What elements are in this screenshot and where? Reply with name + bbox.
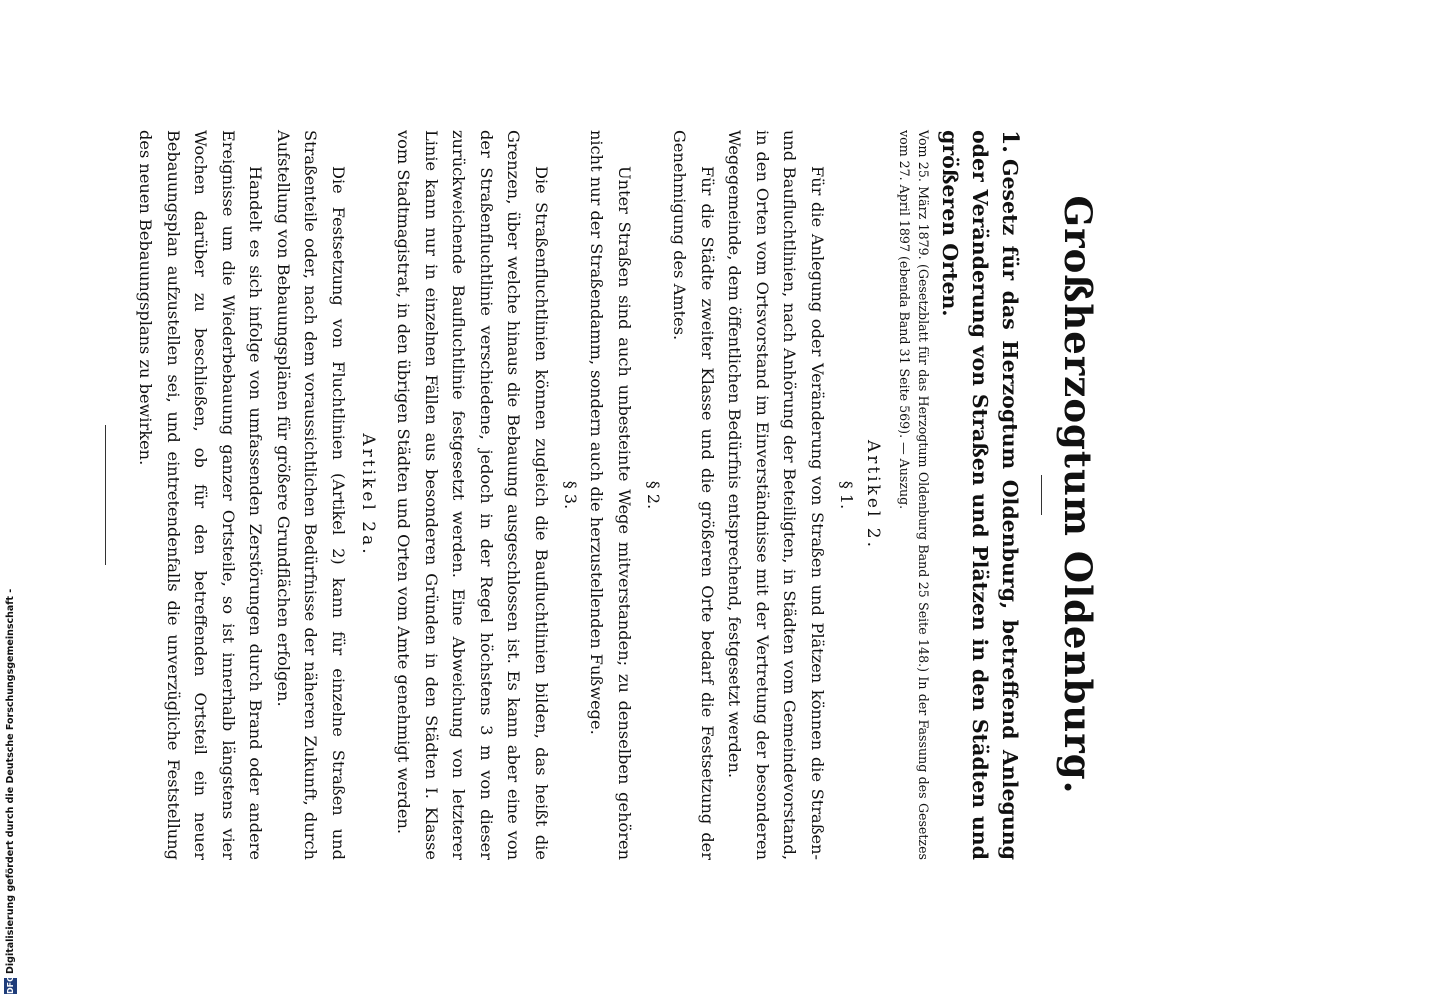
- bottom-divider: [105, 425, 106, 565]
- section-1-paragraph-1: Für die Anlegung oder Veränderung von Straßen und Plätzen können die Straßen- und Baufluchtlinien, nach Anhörung der Beteiligten, in Städten vom Gemeindevorstand, in den Orten vom Ortsvorstand im Einverständnisse mit der Vertretung der besonderen Wegegemeinde, dem öffentlichen Bedürfnis entsprechend, festgesetzt werden.: [725, 130, 827, 860]
- funding-footer: [2, 0, 18, 1000]
- law-meta: Vom 25. März 1879. (Gesetzblatt für das Herzogtum Oldenburg Band 25 Seite 148.) In der Fassung des Gesetzes vom 27. April 1897 (ebenda Band 31 Seite 569). — Auszug.: [897, 130, 931, 860]
- page-title: Großherzogtum Oldenburg.: [1056, 195, 1100, 795]
- section-3-paragraph-1: Die Straßenfluchtlinien können zugleich die Baufluchtlinien bilden, das heißt die Grenzen, über welche hinaus die Bebauung ausgeschlossen ist. Es kann aber eine von der Straßenfluchtlinie verschiedene, jedoch in der Regel höchstens 3 m von dieser zurückweichende Baufluchtlinie festgesetzt werden. Eine Abweichung von letzterer Linie kann nur in einzelnen Fällen aus besonderen Gründen in den Städten I. Klasse vom Stadtmagistrat, in den übrigen Städten und Orten vom Amte genehmigt werden.: [394, 130, 551, 860]
- title-divider: [1041, 475, 1042, 515]
- section-3-heading: § 3.: [561, 480, 580, 510]
- section-1-paragraph-2: Für die Städte zweiter Klasse und die größeren Orte bedarf die Festsetzung der Genehmigung des Amtes.: [670, 130, 717, 860]
- document-page: [136, 130, 1104, 860]
- article-2a-paragraph-1: Die Festsetzung von Fluchtlinien (Artikel 2) kann für einzelne Straßen und Straßenteile oder, nach dem voraussichtlichen Bedürfnisse der näheren Zukunft, durch Aufstellung von Bebauungsplänen für größere Grundflächen erfolgen.: [274, 130, 348, 860]
- dfg-logo: DFG: [5, 975, 15, 994]
- article-2a-paragraph-2: Handelt es sich infolge von umfassenden Zerstörungen durch Brand oder andere Ereignisse um die Wiederbebauung ganzer Ortsteile, so ist innerhalb längstens vier Wochen darüber zu beschließen, ob für den betreffenden Ortsteil ein neuer Bebauungsplan aufzustellen sei, und eintretendenfalls die unverzügliche Feststellung des neuen Bebauungsplans zu bewirken.: [136, 130, 266, 860]
- section-2-paragraph-1: Unter Straßen sind auch unbesteinte Wege mitverstanden; zu denselben gehören nicht nur der Straßendamm, sondern auch die herzustellenden Fußwege.: [587, 130, 634, 860]
- law-heading-text: Gesetz für das Herzogtum Oldenburg, betreffend Anlegung oder Veränderung von Straßen und Plätzen in den Städten und größeren Orten.: [938, 130, 1022, 860]
- article-2a-heading: Artikel 2a.: [358, 433, 378, 557]
- section-2-heading: § 2.: [644, 480, 663, 510]
- section-1-heading: § 1.: [837, 480, 856, 510]
- funding-note: Digitalisierung gefördert durch die Deutsche Forschungsgemeinschaft -: [4, 588, 16, 974]
- law-number: 1.: [997, 130, 1023, 153]
- article-2-heading: Artikel 2.: [863, 439, 883, 551]
- law-heading: [935, 130, 1025, 860]
